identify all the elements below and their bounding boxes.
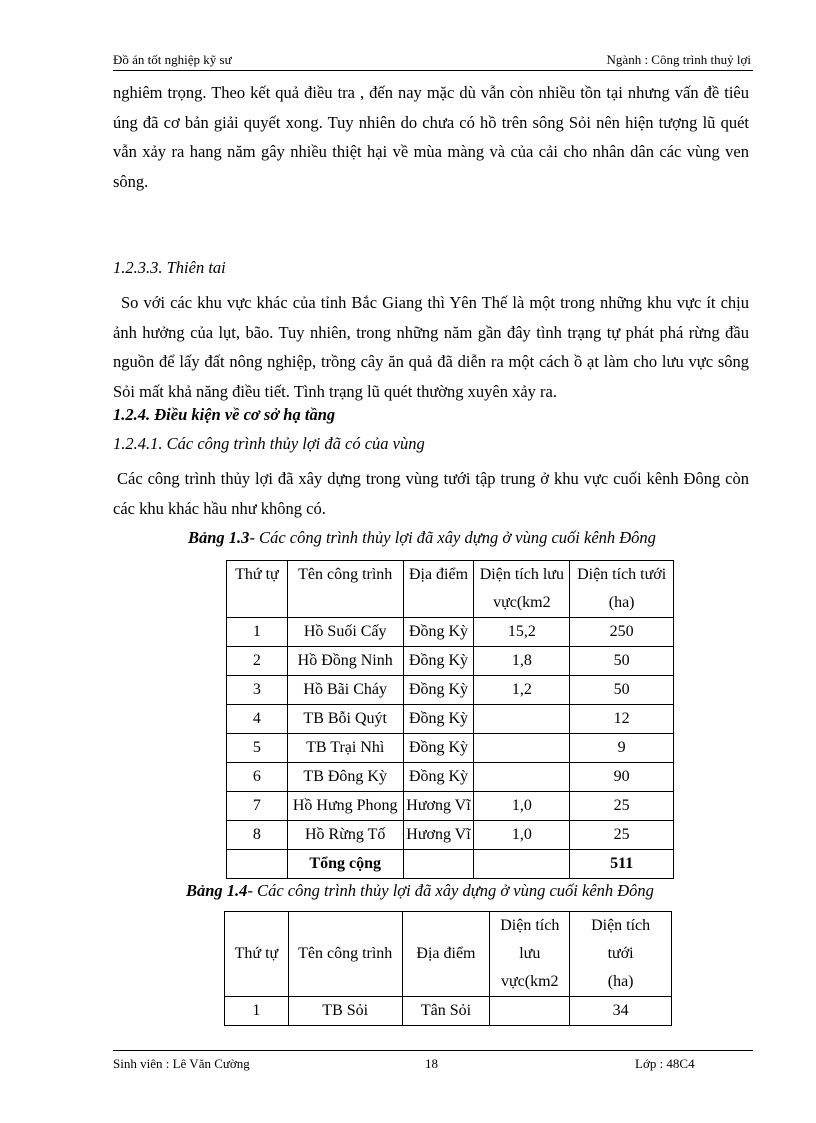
header-line: (ha) xyxy=(607,973,634,990)
table-cell xyxy=(227,850,288,879)
table-cell: TB Trại Nhì xyxy=(287,734,403,763)
table-cell: 6 xyxy=(227,763,288,792)
table-cell: 9 xyxy=(570,734,674,763)
table1-caption-label: Bảng 1.3 xyxy=(188,528,250,547)
table2-header-cell: Thứ tự xyxy=(225,912,289,997)
table-cell: 1,0 xyxy=(474,821,570,850)
table1-header-row xyxy=(227,561,674,590)
table-row xyxy=(225,997,672,1026)
table-cell: 2 xyxy=(227,647,288,676)
page-header xyxy=(113,50,753,71)
header-line: Diện tích xyxy=(591,917,651,934)
table1-header-cell xyxy=(403,589,474,618)
heading-1233: 1.2.3.3. Thiên tai xyxy=(113,258,226,277)
table-cell: Đồng Kỳ xyxy=(403,763,474,792)
table1-header-row-2 xyxy=(227,589,674,618)
table1-header-cell: Diện tích lưu xyxy=(474,561,570,590)
table-cell: 1 xyxy=(227,618,288,647)
paragraph-cong-trinh: Các công trình thủy lợi đã xây dựng trong vùng tưới tập trung ở khu vực cuối kênh Đông còn các khu khác hầu như không có. xyxy=(113,469,749,518)
table2-caption-label: Bảng 1.4 xyxy=(186,881,248,900)
heading-1241: 1.2.4.1. Các công trình thủy lợi đã có của vùng xyxy=(113,434,425,453)
table-cell: 4 xyxy=(227,705,288,734)
table-cell: Đồng Kỳ xyxy=(403,647,474,676)
table-row xyxy=(227,763,674,792)
table-cell: Hồ Bãi Cháy xyxy=(287,676,403,705)
table-cell: Hương Vĩ xyxy=(403,792,474,821)
table-cell: Đồng Kỳ xyxy=(403,734,474,763)
header-left: Đồ án tốt nghiệp kỹ sư xyxy=(113,52,232,67)
table-cell: 5 xyxy=(227,734,288,763)
table-cell: 15,2 xyxy=(474,618,570,647)
table-cell: 8 xyxy=(227,821,288,850)
table2-header-cell xyxy=(570,912,672,997)
table-row xyxy=(227,734,674,763)
footer-student: Sinh viên : Lê Văn Cường xyxy=(113,1056,250,1071)
table-row xyxy=(227,821,674,850)
header-line: lưu xyxy=(519,945,541,962)
table-cell: Đồng Kỳ xyxy=(403,705,474,734)
table-row xyxy=(227,647,674,676)
table-cell: Hồ Rừng Tố xyxy=(287,821,403,850)
table1-total-label: Tổng cộng xyxy=(287,850,403,879)
header-line: tưới xyxy=(607,945,634,962)
table-cell: TB Sỏi xyxy=(288,997,402,1026)
table-cell: 50 xyxy=(570,647,674,676)
table1-header-cell: Tên công trình xyxy=(287,561,403,590)
table-cell: 50 xyxy=(570,676,674,705)
table2-caption xyxy=(186,881,654,901)
table-cell xyxy=(474,850,570,879)
table-cell: Hồ Hưng Phong xyxy=(287,792,403,821)
table-cell: 250 xyxy=(570,618,674,647)
table-row xyxy=(227,705,674,734)
table-cell: 1,8 xyxy=(474,647,570,676)
header-line: Diện tích xyxy=(500,917,560,934)
table-cell xyxy=(474,705,570,734)
table1-header-cell: vực(km2 xyxy=(474,589,570,618)
table-cell: Đồng Kỳ xyxy=(403,618,474,647)
header-right: Ngành : Công trình thuỷ lợi xyxy=(606,52,751,67)
table2-header-cell: Địa điểm xyxy=(402,912,490,997)
table1-header-cell: (ha) xyxy=(570,589,674,618)
table-cell xyxy=(403,850,474,879)
table-cell: TB Đông Kỳ xyxy=(287,763,403,792)
table-cell: Hồ Đồng Ninh xyxy=(287,647,403,676)
table1-header-cell xyxy=(227,589,288,618)
footer-class: Lớp : 48C4 xyxy=(635,1056,695,1071)
table-row xyxy=(227,792,674,821)
page-footer xyxy=(113,1050,753,1071)
table-cell xyxy=(474,734,570,763)
table2-header-row xyxy=(225,912,672,997)
table1-header-cell: Địa điểm xyxy=(403,561,474,590)
table-cell: Đồng Kỳ xyxy=(403,676,474,705)
table1-caption-text: - Các công trình thủy lợi đã xây dựng ở vùng cuối kênh Đông xyxy=(249,528,656,547)
table-cell: 25 xyxy=(570,821,674,850)
table-cell: TB Bỗi Quýt xyxy=(287,705,403,734)
table-cell: 90 xyxy=(570,763,674,792)
paragraph-thien-tai: So với các khu vực khác của tỉnh Bắc Giang thì Yên Thế là một trong những khu vực ít chịu ảnh hưởng của lụt, bão. Tuy nhiên, trong những năm gần đây tình trạng tự phát phá rừng đầu nguồn để lấy đất nông nghiệp, trồng cây ăn quả đã diễn ra một cách ồ ạt làm cho lưu vực sông Sỏi mất khả năng điều tiết. Tình trạng lũ quét thường xuyên xảy ra. xyxy=(113,293,749,401)
header-line: vực(km2 xyxy=(501,973,559,990)
table-cell: 1,0 xyxy=(474,792,570,821)
table-row xyxy=(227,618,674,647)
table1-header-cell xyxy=(287,589,403,618)
table2-header-cell: Tên công trình xyxy=(288,912,402,997)
table1-header-cell: Thứ tự xyxy=(227,561,288,590)
table-row xyxy=(227,676,674,705)
table-cell: 34 xyxy=(570,997,672,1026)
table-cell: 25 xyxy=(570,792,674,821)
table2-header-cell xyxy=(490,912,570,997)
table2 xyxy=(224,911,672,1026)
table1-total-row xyxy=(227,850,674,879)
table1-caption xyxy=(188,528,656,548)
table-cell xyxy=(490,997,570,1026)
table-cell: 1 xyxy=(225,997,289,1026)
table2-caption-text: - Các công trình thủy lợi đã xây dựng ở vùng cuối kênh Đông xyxy=(247,881,654,900)
table-cell: Tân Sỏi xyxy=(402,997,490,1026)
table-cell: 12 xyxy=(570,705,674,734)
table-cell: 3 xyxy=(227,676,288,705)
table1 xyxy=(226,560,674,879)
table-cell: 1,2 xyxy=(474,676,570,705)
table1-total-value: 511 xyxy=(570,850,674,879)
heading-124: 1.2.4. Điều kiện về cơ sở hạ tầng xyxy=(113,405,336,424)
table1-header-cell: Diện tích tưới xyxy=(570,561,674,590)
table-cell xyxy=(474,763,570,792)
table-cell: 7 xyxy=(227,792,288,821)
table-cell: Hương Vĩ xyxy=(403,821,474,850)
page-number: 18 xyxy=(425,1056,438,1071)
table-cell: Hồ Suối Cấy xyxy=(287,618,403,647)
paragraph-intro: nghiêm trọng. Theo kết quả điều tra , đến nay mặc dù vẫn còn nhiều tồn tại nhưng vấn đề tiêu úng đã cơ bản giải quyết xong. Tuy nhiên do chưa có hồ trên sông Sỏi nên hiện tượng lũ quét vẫn xảy ra hang năm gây nhiều thiệt hại về mùa màng và của cải cho nhân dân các vùng ven sông. xyxy=(113,83,749,191)
